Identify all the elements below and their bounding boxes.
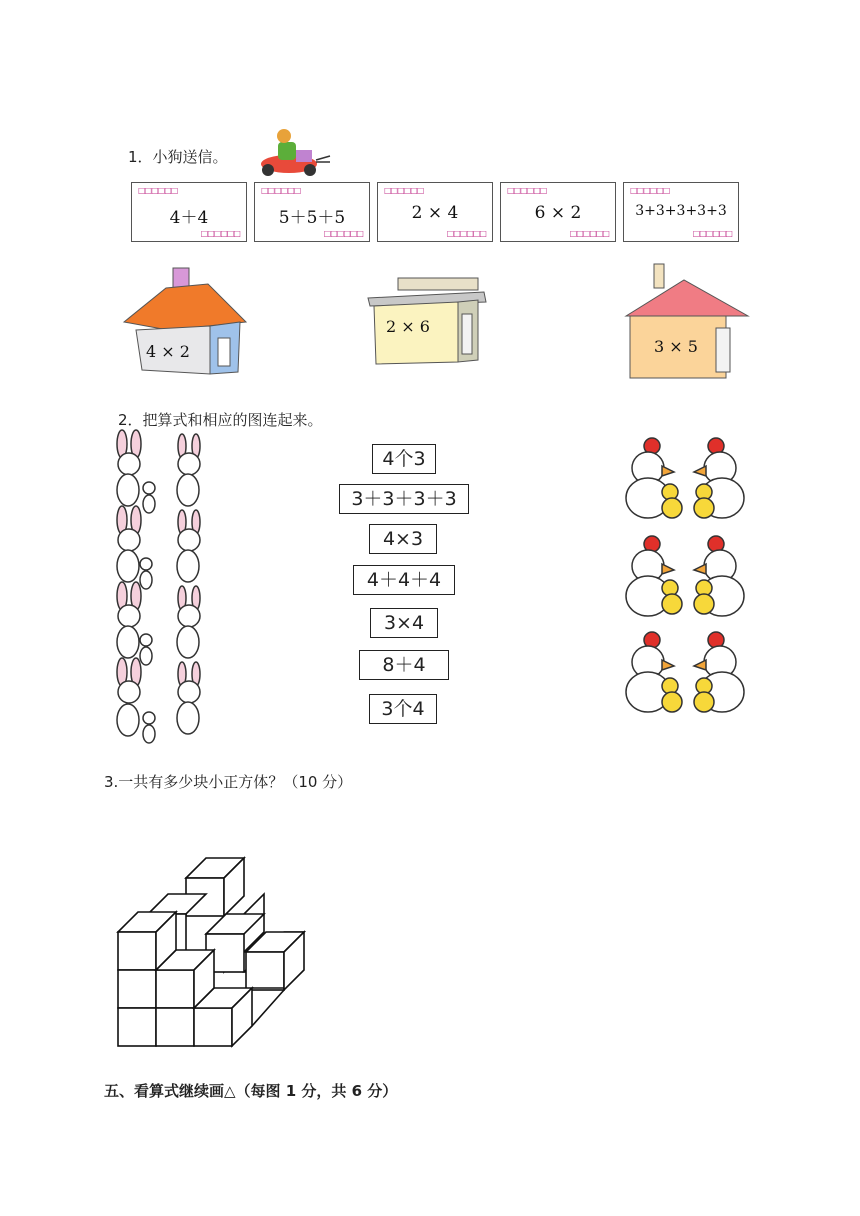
- expression-box[interactable]: 3＋3＋3＋3: [339, 484, 469, 514]
- house-2-label: 2 × 6: [386, 317, 430, 336]
- letter-card: □□□□□□ 4＋4 □□□□□□: [131, 182, 247, 242]
- expression-box[interactable]: 3×4: [370, 608, 438, 638]
- expression-box[interactable]: 4＋4＋4: [353, 565, 455, 595]
- chickens-illustration: [618, 428, 752, 728]
- section-five-heading: 五、看算式继续画△（每图 1 分，共 6 分）: [104, 1082, 398, 1100]
- expression-box[interactable]: 8＋4: [359, 650, 449, 680]
- letter-card: □□□□□□ 5＋5＋5 □□□□□□: [254, 182, 370, 242]
- q2-title: 2．把算式和相应的图连起来。: [118, 411, 323, 429]
- letter-card: □□□□□□ 6 × 2 □□□□□□: [500, 182, 616, 242]
- q1-title: 1．小狗送信。: [128, 148, 228, 166]
- dog-scooter-illustration: [244, 126, 334, 178]
- letter-card: □□□□□□ 3+3+3+3+3 □□□□□□: [623, 182, 739, 242]
- expression-box[interactable]: 4×3: [369, 524, 437, 554]
- q3-title: 3.一共有多少块小正方体？（10 分）: [104, 773, 353, 791]
- rabbits-illustration: [104, 428, 216, 752]
- house-orange-roof: [124, 268, 246, 374]
- house-pink-roof: [626, 264, 748, 378]
- expression-box[interactable]: 3个4: [369, 694, 437, 724]
- house-flat-roof: [368, 278, 486, 364]
- house-1-label: 4 × 2: [146, 342, 190, 361]
- letter-card: □□□□□□ 2 × 4 □□□□□□: [377, 182, 493, 242]
- expression-box[interactable]: 4个3: [372, 444, 436, 474]
- houses-illustration: [118, 258, 758, 386]
- house-3-label: 3 × 5: [654, 337, 698, 356]
- cube-staircase-figure: [110, 848, 310, 1058]
